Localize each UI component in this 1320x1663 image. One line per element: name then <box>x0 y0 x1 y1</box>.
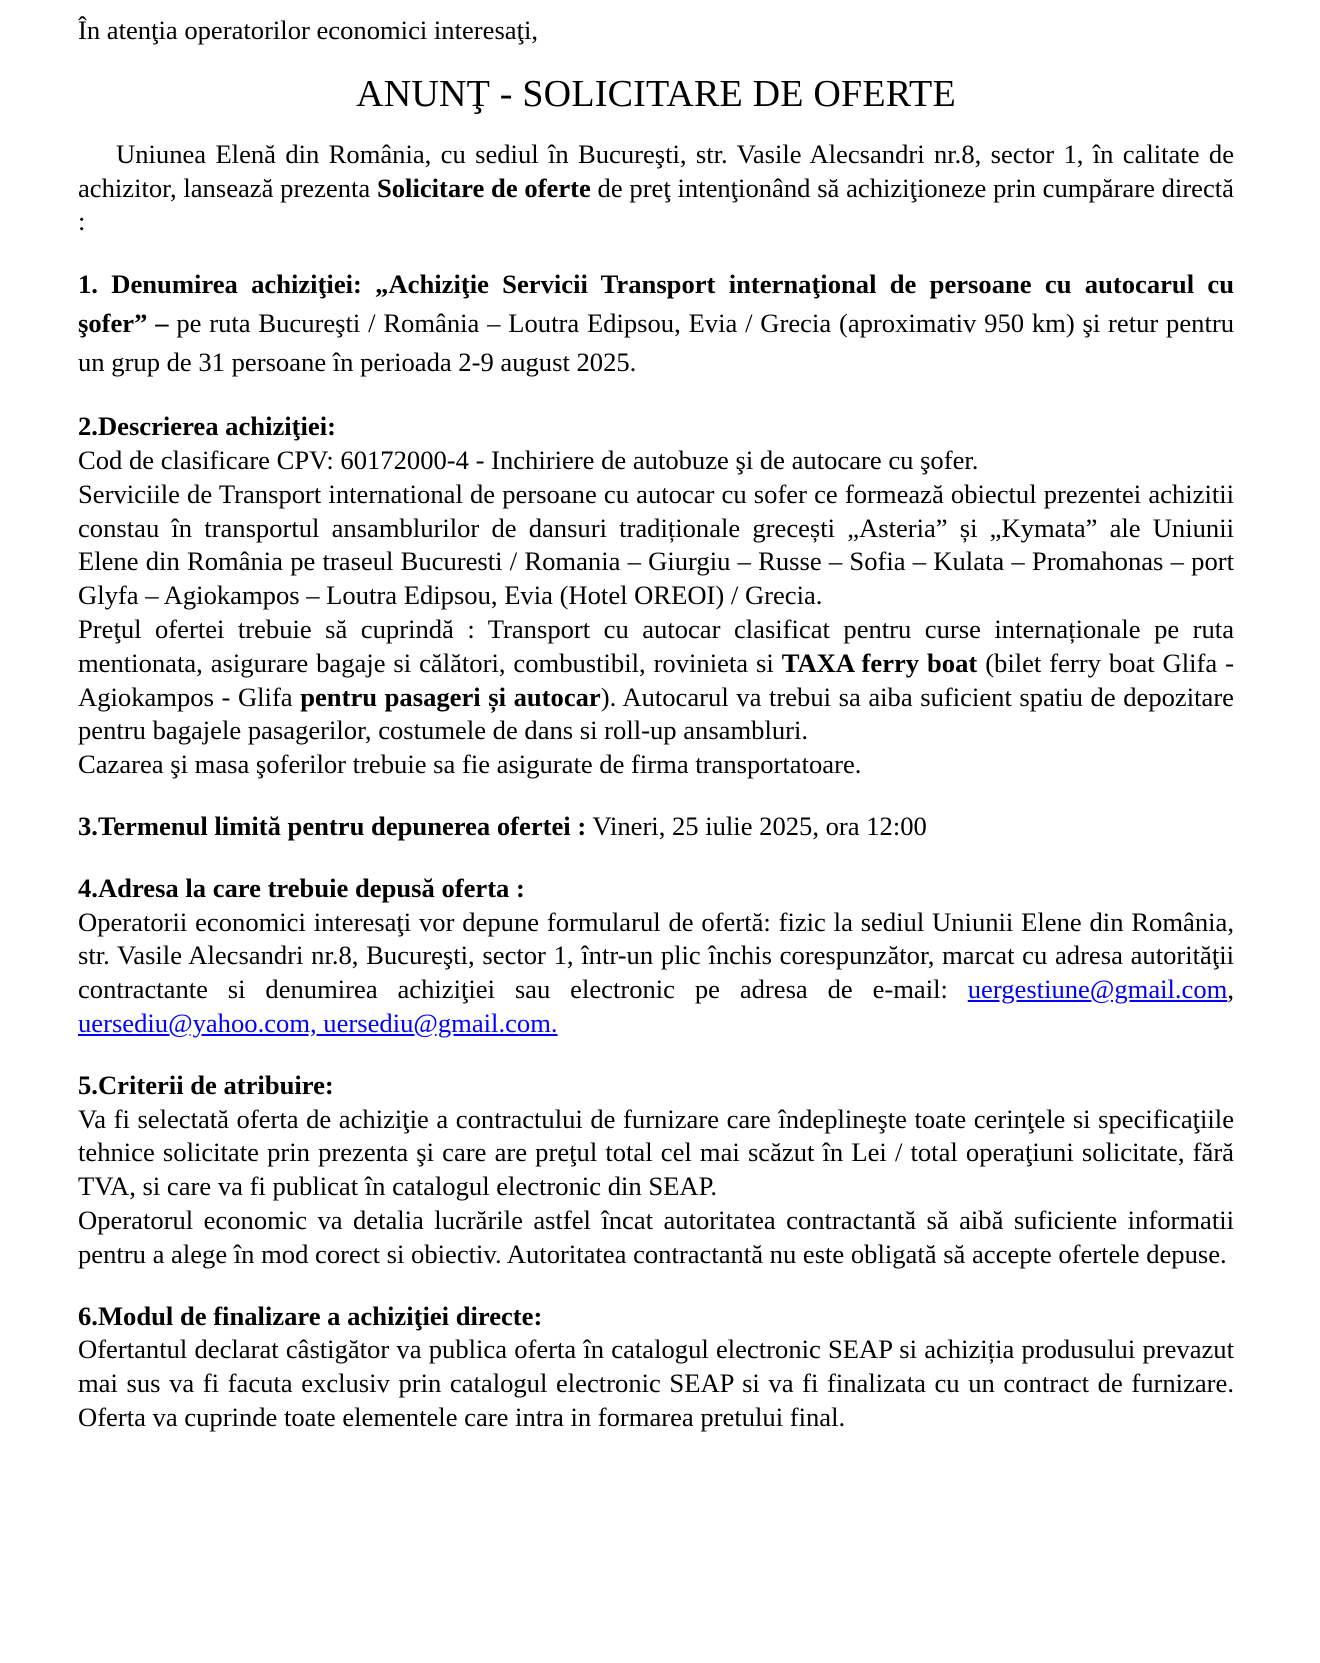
price-requirements <box>78 613 1234 748</box>
section-1-heading: 1. Denumirea achiziţiei: „Achiziţie Servicii Transport internaţional de persoane cu autocarul cu şofer” – <box>78 269 1234 339</box>
email-link-sediu[interactable]: uersediu@yahoo.com, uersediu@gmail.com. <box>78 1007 558 1038</box>
price-text-3: ). Autocarul va trebui sa aiba suficient spatiu de depozitare pentru bagajele pasagerilor, costumele de dans si roll-up ansambluri. <box>78 681 1234 746</box>
section-6-heading: 6.Modul de finalizare a achiziţiei directe: <box>78 1300 543 1331</box>
services-description: Serviciile de Transport international de persoane cu autocar cu sofer ce formează obiectul prezentei achizitii constau în transportul ansamblurilor de dansuri tradiționale grecești „Asteria” și „Kymata” ale Uniunii Elene din România pe traseul Bucuresti / Romania – Giurgiu – Russe – Sofia – Kulata – Promahonas – port Glyfa – Agiokampos – Loutra Edipsou, Evia (Hotel OREOI) / Grecia. <box>78 478 1234 611</box>
price-bold-2: pentru pasageri și autocar <box>300 681 601 712</box>
finalization-text: Ofertantul declarat câstigător va publica oferta în catalogul electronic SEAP si achiziția produsului prevazut mai sus va fi facuta exclusiv prin catalogul electronic SEAP si va fi finalizata cu un contract de furnizare. Oferta va cuprinde toate elementele care intra in formarea pretului final. <box>78 1334 1234 1432</box>
document-page <box>78 14 1234 1435</box>
section-1-name <box>78 265 1234 382</box>
section-2-description <box>78 410 1234 782</box>
deadline-value: Vineri, 25 iulie 2025, ora 12:00 <box>586 810 927 841</box>
email-link-gestiune[interactable]: uergestiune@gmail.com <box>967 974 1228 1005</box>
section-3-deadline <box>78 810 1234 844</box>
section-2-heading: 2.Descrierea achiziţiei: <box>78 411 336 442</box>
page-title: ANUNŢ - SOLICITARE DE OFERTE <box>356 72 956 115</box>
accommodation-note: Cazarea şi masa şoferilor trebuie sa fie asigurate de firma transportatoare. <box>78 749 862 780</box>
submission-text: Operatorii economici interesaţi vor depune formularul de ofertă: fizic la sediul Uniunii Elene din România, str. Vasile Alecsandri nr.8, Bucureşti, sector 1, într-un plic închis corespunzător, marcat cu adresa autorităţii contractante si denumirea achiziţiei sau electronic pe adresa de e-mail: <box>78 906 1234 1005</box>
price-text-2: (bilet ferry boat Glifa - Agiokampos - Glifa <box>78 647 1234 712</box>
greeting: În atenţia operatorilor economici interesaţi, <box>78 15 539 45</box>
criteria-text-2: Operatorul economic va detalia lucrările astfel încat autoritatea contractantă să aibă suficiente informatii pentru a alege în mod corect si obiectiv. Autoritatea contractantă nu este obligată să accepte ofertele depuse. <box>78 1204 1234 1269</box>
criteria-text-1: Va fi selectată oferta de achiziţie a contractului de furnizare care îndeplineşte toate cerinţele si specificaţiile tehnice solicitate prin prezenta şi care are preţul total cel mai scăzut în Lei / total operaţiuni solicitate, fără TVA, si care va fi publicat în catalogul electronic din SEAP. <box>78 1103 1234 1202</box>
intro-bold: Solicitare de oferte <box>376 172 591 203</box>
section-5-criteria <box>78 1069 1234 1272</box>
price-bold-1: TAXA ferry boat <box>781 647 978 678</box>
section-5-heading: 5.Criterii de atribuire: <box>78 1069 334 1100</box>
intro-text-1: Uniunea Elenă din România, cu sediul în Bucureşti, str. Vasile Alecsandri nr.8, sector 1, în calitate de achizitor, lansează prezenta <box>78 138 1234 203</box>
intro-paragraph <box>78 138 1234 239</box>
section-6-finalization <box>78 1300 1234 1435</box>
section-4-address <box>78 872 1234 1041</box>
price-text-1: Preţul ofertei trebuie să cuprindă : Transport cu autocar clasificat pentru curse internaționale pe ruta mentionata, asigurare bagaje si călători, combustibil, rovinieta si <box>78 613 1234 678</box>
section-4-heading: 4.Adresa la care trebuie depusă oferta : <box>78 872 525 903</box>
section-3-heading: 3.Termenul limită pentru depunerea ofertei : <box>78 810 587 841</box>
intro-text-2: de preţ intenţionând să achiziţioneze prin cumpărare directă : <box>78 172 1234 237</box>
cpv-code: Cod de clasificare CPV: 60172000-4 - Inchiriere de autobuze şi de autocare cu şofer. <box>78 444 979 475</box>
section-1-text: pe ruta Bucureşti / România – Loutra Edipsou, Evia / Grecia (aproximativ 950 km) şi retur pentru un grup de 31 persoane în perioada 2-9 august 2025. <box>78 308 1234 378</box>
submission-details <box>78 906 1234 1041</box>
email-separator: , <box>1227 974 1234 1005</box>
